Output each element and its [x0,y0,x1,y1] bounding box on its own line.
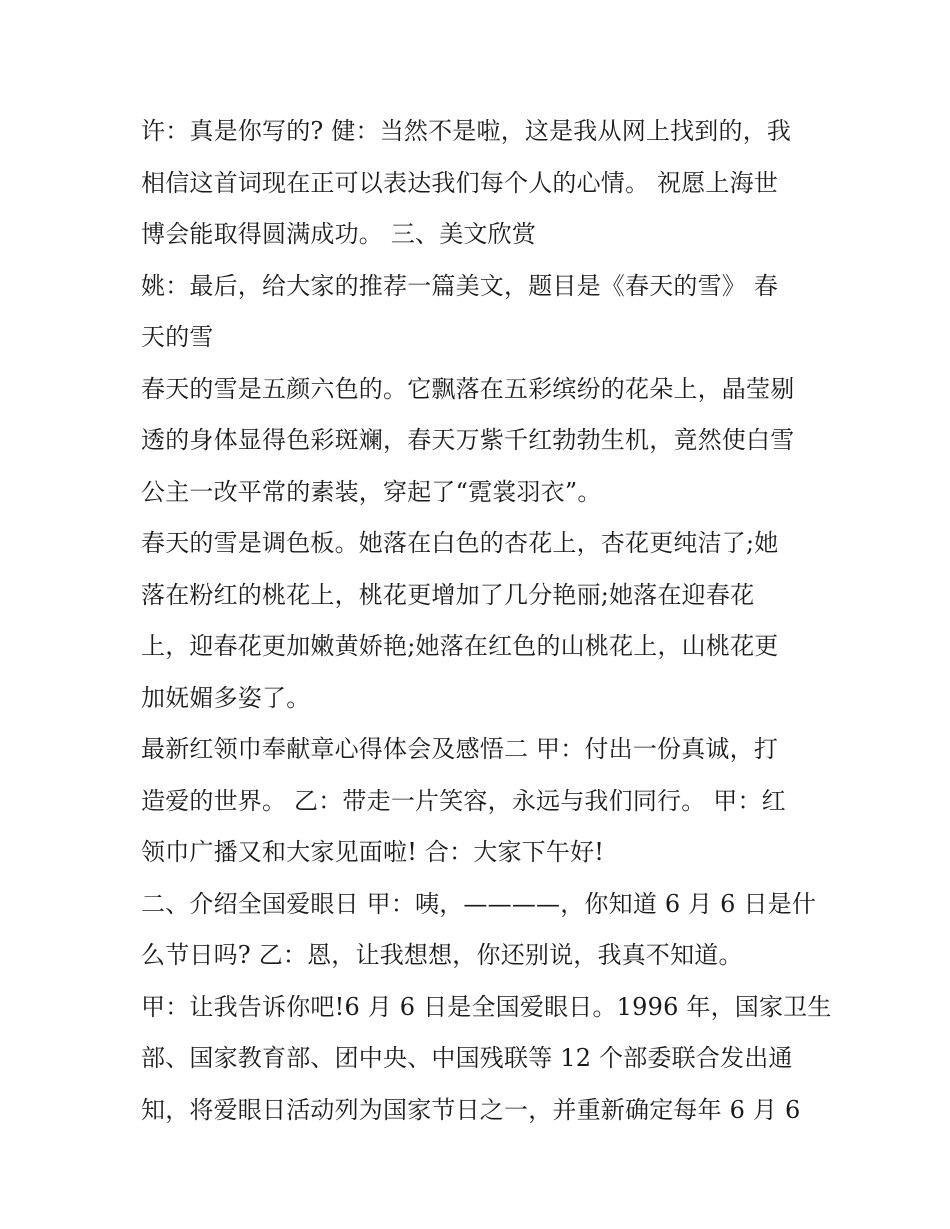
text-line: 姚：最后，给大家的推荐一篇美文，题目是《春天的雪》 春 [141,271,779,300]
text-line: 造爱的世界。 乙：带走一片笑容，永远与我们同行。 甲：红 [141,786,786,815]
text-line: 透的身体显得色彩斑斓，春天万紫千红勃勃生机，竟然使白雪 [141,426,795,454]
text-line: 领巾广播又和大家见面啦! 合：大家下午好! [141,838,605,866]
text-line: 二、介绍全国爱眼日 甲：咦，————，你知道 6 月 6 日是什 [141,889,817,918]
text-line: 相信这首词现在正可以表达我们每个人的心情。 祝愿上海世 [141,168,779,197]
text-line: 最新红领巾奉献章心得体会及感悟二 甲：付出一份真诚，打 [141,735,779,763]
text-line: 部、国家教育部、团中央、中国残联等 12 个部委联合发出通 [141,1044,793,1072]
text-line: 春天的雪是调色板。她落在白色的杏花上，杏花更纯洁了;她 [141,529,779,557]
text-line: 上，迎春花更加嫩黄娇艳;她落在红色的山桃花上，山桃花更 [141,632,779,660]
text-line: 知，将爱眼日活动列为国家节日之一，并重新确定每年 6 月 6 [141,1095,801,1124]
text-line: 春天的雪是五颜六色的。它飘落在五彩缤纷的花朵上，晶莹剔 [141,374,795,403]
text-line: 公主一改平常的素装，穿起了“霓裳羽衣”。 [141,477,602,506]
text-line: 加妩媚多姿了。 [141,683,311,712]
body-text [141,106,832,1136]
text-line: 天的雪 [141,323,214,351]
text-line: 落在粉红的桃花上，桃花更增加了几分艳丽;她落在迎春花 [141,580,755,609]
text-line: 博会能取得圆满成功。 三、美文欣赏 [141,220,537,248]
text-line: 许：真是你写的? 健：当然不是啦，这是我从网上找到的，我 [141,117,792,145]
text-line: 甲：让我告诉你吧!6 月 6 日是全国爱眼日。1996 年，国家卫生 [141,992,832,1021]
text-line: 么节日吗? 乙：恩，让我想想，你还别说，我真不知道。 [141,941,743,969]
